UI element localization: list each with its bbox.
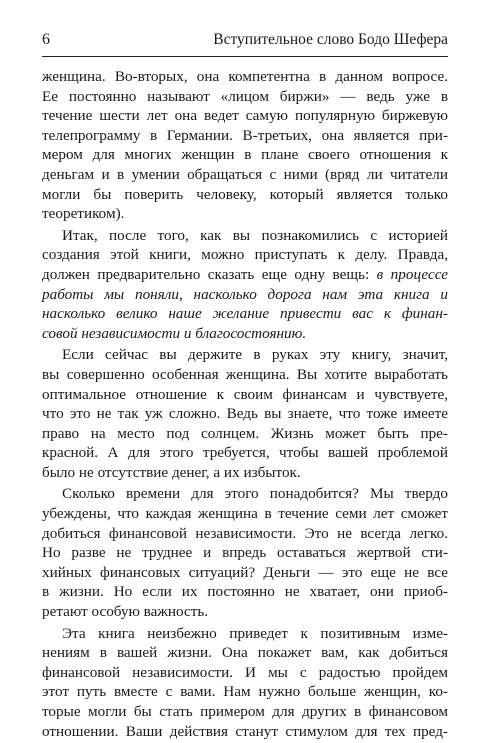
- text-line: хийных финансовых ситуаций? Деньги — это еще не все: [42, 563, 448, 581]
- text-line: Но разве не труднее и впредь оставаться жертвой сти-: [42, 544, 448, 562]
- text-line: Итак, после того, как вы познакомились с историей: [62, 226, 448, 244]
- italic-segment: в процессе: [376, 265, 448, 283]
- page-number: 6: [42, 31, 50, 48]
- text-line: ретают особую важность.: [42, 603, 209, 621]
- running-head: [42, 30, 448, 57]
- text-line: могли бы поверить человеку, который является только: [42, 185, 448, 203]
- italic-line: работы мы поняли, насколько дорога нам эта книга и: [42, 285, 448, 303]
- body-text: [42, 67, 448, 741]
- paragraph-1: [42, 67, 448, 224]
- running-title: Вступительное слово Бодо Шефера: [213, 31, 448, 48]
- text-line: красной. А для этого требуется, чтобы вашей проблемой: [42, 444, 448, 462]
- text-line: финансовой независимости. И мы с радостью пройдем: [42, 663, 448, 681]
- text-line: телепрограмму в Германии. В-третьих, она является при-: [42, 126, 448, 144]
- text-line: право на место под солнцем. Жизнь может быть пре-: [42, 424, 448, 442]
- text-line: Если сейчас вы держите в руках эту книгу, значит,: [62, 346, 448, 364]
- text-line: оптимальное отношение к своим финансам и чувствуете,: [42, 385, 448, 403]
- text-line: Эта книга неизбежно приведет к позитивным изме-: [62, 624, 448, 642]
- text-segment: должен предварительно сказать еще одну вещь:: [42, 265, 377, 283]
- text-line: торые могли бы стать примером для других в финансовом: [42, 703, 448, 720]
- text-line: этот путь вместе с вами. Нам нужно больше женщин, ко-: [42, 683, 448, 701]
- text-line: вы совершенно особенная женщина. Вы хотите выработать: [42, 365, 448, 383]
- text-line: деньгам и в умении обращаться с ними (вряд ли читатели: [42, 165, 448, 183]
- paragraph-2: [42, 226, 448, 344]
- text-line: мером для многих женщин в плане своего отношения к: [42, 146, 448, 164]
- text-line: Ее постоянно называют «лицом биржи» — ведь уже в: [42, 87, 448, 105]
- text-line: добиться финансовой независимости. Это не всегда легко.: [42, 524, 448, 542]
- paragraph-5: [42, 624, 448, 742]
- text-line: что это не так уж сложно. Ведь вы знаете, что тоже имеете: [42, 405, 448, 423]
- italic-line: насколько велико наше желание привести вас к финан-: [42, 305, 448, 323]
- text-line: женщина. Во-вторых, она компетентна в данном вопросе.: [42, 68, 448, 85]
- paragraph-4: [42, 484, 448, 621]
- text-line: убеждены, что каждая женщина в течение семи лет сможет: [42, 505, 448, 523]
- text-line: Сколько времени для этого понадобится? Мы твердо: [62, 485, 448, 503]
- text-line: течение шести лет она ведет самую популярную биржевую: [42, 107, 448, 125]
- text-line: в жизни. Но если их постоянно не хватает, они приоб-: [42, 583, 448, 601]
- book-page: [42, 30, 448, 743]
- text-line: создания этой книги, можно приступать к делу. Правда,: [42, 246, 448, 264]
- italic-line: совой независимости и благосостоянию.: [42, 324, 307, 342]
- text-line: отношении. Ваши действия станут стимулом для тех пред-: [42, 722, 448, 740]
- text-line: теоретиком).: [42, 205, 125, 223]
- text-line: нениям в вашей жизни. Она покажет вам, как добиться: [42, 644, 448, 662]
- paragraph-3: [42, 345, 448, 482]
- text-line-mixed: [42, 265, 448, 285]
- text-line: было не отсутствие денег, а их избыток.: [42, 463, 301, 481]
